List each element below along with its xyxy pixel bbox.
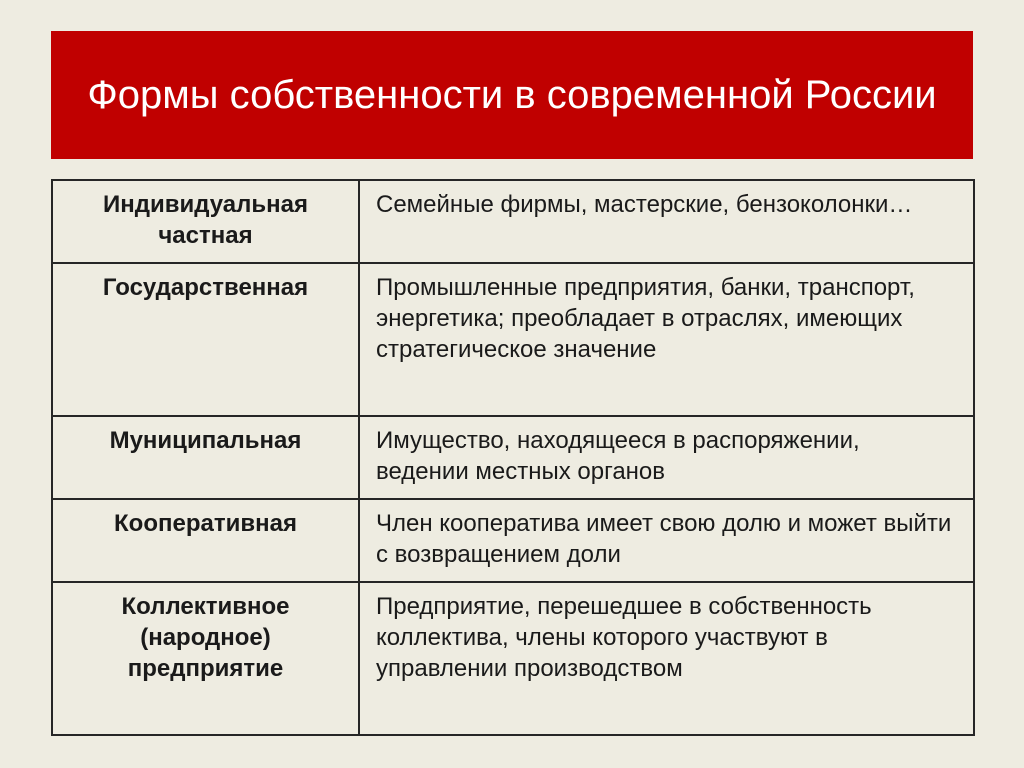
form-description-cell: Предприятие, перешедшее в собственность коллектива, члены которого участвуют в управлении производством	[359, 582, 974, 735]
table-row	[52, 263, 974, 416]
slide-title: Формы собственности в современной России	[87, 73, 937, 117]
table-row	[52, 499, 974, 582]
form-description-cell: Член кооператива имеет свою долю и может выйти с возвращением доли	[359, 499, 974, 582]
form-description-cell: Имущество, находящееся в распоряжении, ведении местных органов	[359, 416, 974, 499]
ownership-forms-table-container	[51, 179, 973, 736]
ownership-forms-table	[51, 179, 975, 736]
form-name-cell: Кооперативная	[52, 499, 359, 582]
form-name-cell: Муниципальная	[52, 416, 359, 499]
form-description-cell: Семейные фирмы, мастерские, бензоколонки…	[359, 180, 974, 263]
form-name-cell: Индивидуальная частная	[52, 180, 359, 263]
form-name-cell: Государственная	[52, 263, 359, 416]
table-row	[52, 582, 974, 735]
form-description-cell: Промышленные предприятия, банки, транспорт, энергетика; преобладает в отраслях, имеющих стратегическое значение	[359, 263, 974, 416]
form-name-cell: Коллективное (народное) предприятие	[52, 582, 359, 735]
table-row	[52, 416, 974, 499]
table-row	[52, 180, 974, 263]
title-banner	[51, 31, 973, 159]
